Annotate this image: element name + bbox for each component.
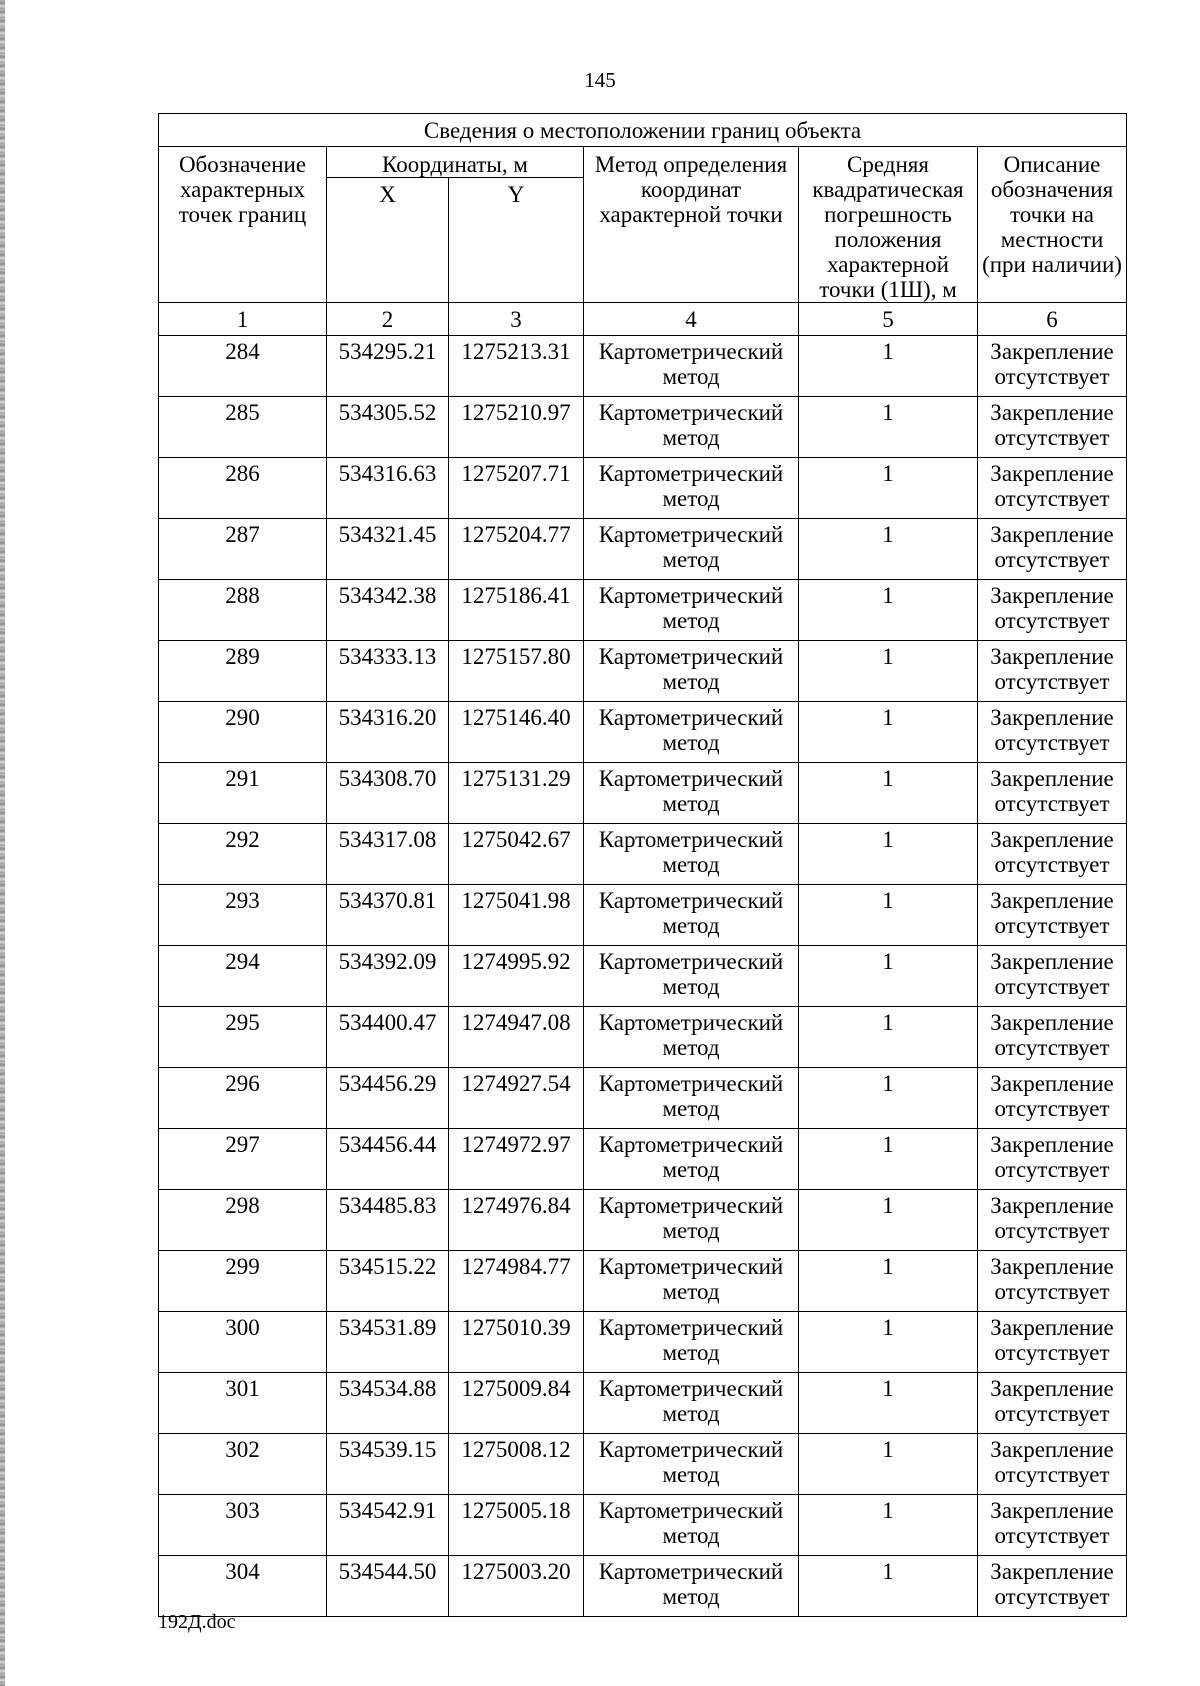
cell-y: 1274976.84 [449,1190,584,1251]
cell-description: Закрепление отсутствует [978,1556,1127,1617]
cell-x: 534544.50 [327,1556,449,1617]
table-title: Сведения о местоположении границ объекта [159,114,1127,147]
cell-description: Закрепление отсутствует [978,1373,1127,1434]
cell-x: 534316.20 [327,702,449,763]
cell-error: 1 [799,1251,978,1312]
header-coords: Координаты, м [327,147,584,178]
cell-error: 1 [799,519,978,580]
cell-description: Закрепление отсутствует [978,1434,1127,1495]
cell-description: Закрепление отсутствует [978,702,1127,763]
cell-y: 1275207.71 [449,458,584,519]
cell-error: 1 [799,946,978,1007]
column-number: 6 [978,303,1127,336]
cell-y: 1275157.80 [449,641,584,702]
cell-point: 297 [159,1129,327,1190]
cell-method: Картометрический метод [584,1251,799,1312]
cell-x: 534542.91 [327,1495,449,1556]
cell-x: 534531.89 [327,1312,449,1373]
cell-x: 534316.63 [327,458,449,519]
cell-error: 1 [799,1373,978,1434]
cell-description: Закрепление отсутствует [978,1251,1127,1312]
cell-y: 1275042.67 [449,824,584,885]
cell-x: 534333.13 [327,641,449,702]
table-row [159,1556,1127,1617]
header-row [159,147,1127,178]
cell-error: 1 [799,1556,978,1617]
cell-point: 302 [159,1434,327,1495]
cell-x: 534456.44 [327,1129,449,1190]
cell-description: Закрепление отсутствует [978,885,1127,946]
cell-point: 292 [159,824,327,885]
cell-y: 1275005.18 [449,1495,584,1556]
column-number: 3 [449,303,584,336]
column-number: 5 [799,303,978,336]
table-row [159,702,1127,763]
table-row [159,1190,1127,1251]
cell-error: 1 [799,1312,978,1373]
cell-y: 1275008.12 [449,1434,584,1495]
table-row [159,1007,1127,1068]
cell-point: 285 [159,397,327,458]
cell-x: 534456.29 [327,1068,449,1129]
column-number: 4 [584,303,799,336]
header-method: Метод определения координат характерной точки [584,147,799,303]
table-title-row [159,114,1127,147]
table-row [159,824,1127,885]
cell-method: Картометрический метод [584,946,799,1007]
cell-error: 1 [799,1495,978,1556]
cell-x: 534392.09 [327,946,449,1007]
cell-error: 1 [799,1190,978,1251]
table-row [159,336,1127,397]
cell-point: 298 [159,1190,327,1251]
table-row [159,641,1127,702]
cell-x: 534295.21 [327,336,449,397]
cell-description: Закрепление отсутствует [978,458,1127,519]
cell-method: Картометрический метод [584,702,799,763]
cell-description: Закрепление отсутствует [978,1068,1127,1129]
column-number: 2 [327,303,449,336]
cell-y: 1275041.98 [449,885,584,946]
cell-description: Закрепление отсутствует [978,1312,1127,1373]
cell-y: 1275204.77 [449,519,584,580]
cell-description: Закрепление отсутствует [978,763,1127,824]
table-row [159,1068,1127,1129]
table-row [159,946,1127,1007]
cell-method: Картометрический метод [584,336,799,397]
cell-y: 1274995.92 [449,946,584,1007]
cell-method: Картометрический метод [584,458,799,519]
cell-description: Закрепление отсутствует [978,641,1127,702]
header-point: Обозначение характерных точек границ [159,147,327,303]
cell-x: 534342.38 [327,580,449,641]
cell-error: 1 [799,702,978,763]
cell-y: 1275009.84 [449,1373,584,1434]
footer-filename: 192Д.doc [158,1611,236,1633]
cell-error: 1 [799,763,978,824]
cell-x: 534308.70 [327,763,449,824]
cell-description: Закрепление отсутствует [978,519,1127,580]
cell-y: 1275210.97 [449,397,584,458]
cell-method: Картометрический метод [584,1007,799,1068]
cell-x: 534534.88 [327,1373,449,1434]
cell-y: 1275146.40 [449,702,584,763]
cell-description: Закрепление отсутствует [978,1190,1127,1251]
cell-x: 534539.15 [327,1434,449,1495]
header-y: Y [449,178,584,303]
cell-x: 534400.47 [327,1007,449,1068]
cell-y: 1274972.97 [449,1129,584,1190]
cell-x: 534305.52 [327,397,449,458]
cell-description: Закрепление отсутствует [978,580,1127,641]
table-row [159,1251,1127,1312]
cell-description: Закрепление отсутствует [978,1129,1127,1190]
cell-error: 1 [799,1068,978,1129]
cell-x: 534485.83 [327,1190,449,1251]
cell-method: Картометрический метод [584,1129,799,1190]
table-row [159,580,1127,641]
cell-point: 288 [159,580,327,641]
cell-method: Картометрический метод [584,397,799,458]
column-number: 1 [159,303,327,336]
cell-error: 1 [799,458,978,519]
header-x: X [327,178,449,303]
cell-error: 1 [799,336,978,397]
cell-method: Картометрический метод [584,1434,799,1495]
cell-description: Закрепление отсутствует [978,397,1127,458]
cell-x: 534515.22 [327,1251,449,1312]
cell-point: 284 [159,336,327,397]
table-row [159,519,1127,580]
scan-edge [0,0,5,1686]
header-description: Описание обозначения точки на местности (при наличии) [978,147,1127,303]
table-row [159,1129,1127,1190]
table-row [159,1495,1127,1556]
table-body [159,114,1127,1617]
page-number: 145 [584,68,616,92]
table-row [159,458,1127,519]
table-row [159,885,1127,946]
cell-method: Картометрический метод [584,824,799,885]
cell-error: 1 [799,641,978,702]
cell-y: 1275003.20 [449,1556,584,1617]
coordinates-table [158,113,1127,1617]
cell-description: Закрепление отсутствует [978,824,1127,885]
cell-error: 1 [799,397,978,458]
cell-error: 1 [799,824,978,885]
cell-method: Картометрический метод [584,763,799,824]
cell-y: 1275186.41 [449,580,584,641]
cell-description: Закрепление отсутствует [978,1495,1127,1556]
cell-point: 303 [159,1495,327,1556]
cell-point: 291 [159,763,327,824]
cell-y: 1275131.29 [449,763,584,824]
cell-method: Картометрический метод [584,1373,799,1434]
table-row [159,763,1127,824]
table-row [159,1312,1127,1373]
table-row [159,397,1127,458]
cell-method: Картометрический метод [584,1068,799,1129]
cell-error: 1 [799,885,978,946]
cell-point: 294 [159,946,327,1007]
cell-error: 1 [799,1129,978,1190]
cell-method: Картометрический метод [584,519,799,580]
table-row [159,1373,1127,1434]
cell-method: Картометрический метод [584,641,799,702]
cell-point: 301 [159,1373,327,1434]
cell-description: Закрепление отсутствует [978,1007,1127,1068]
cell-description: Закрепление отсутствует [978,946,1127,1007]
cell-y: 1275213.31 [449,336,584,397]
header-error: Средняя квадратическая погрешность положения характерной точки (1Ш), м [799,147,978,303]
cell-point: 304 [159,1556,327,1617]
cell-point: 295 [159,1007,327,1068]
cell-point: 300 [159,1312,327,1373]
cell-method: Картометрический метод [584,885,799,946]
cell-point: 299 [159,1251,327,1312]
cell-error: 1 [799,1007,978,1068]
cell-point: 296 [159,1068,327,1129]
cell-point: 286 [159,458,327,519]
cell-x: 534317.08 [327,824,449,885]
cell-point: 289 [159,641,327,702]
cell-point: 293 [159,885,327,946]
cell-method: Картометрический метод [584,1312,799,1373]
column-number-row [159,303,1127,336]
cell-method: Картометрический метод [584,580,799,641]
cell-y: 1275010.39 [449,1312,584,1373]
cell-x: 534370.81 [327,885,449,946]
cell-description: Закрепление отсутствует [978,336,1127,397]
cell-method: Картометрический метод [584,1190,799,1251]
cell-y: 1274984.77 [449,1251,584,1312]
cell-error: 1 [799,1434,978,1495]
cell-y: 1274927.54 [449,1068,584,1129]
cell-y: 1274947.08 [449,1007,584,1068]
cell-point: 290 [159,702,327,763]
table-row [159,1434,1127,1495]
cell-method: Картометрический метод [584,1556,799,1617]
cell-point: 287 [159,519,327,580]
cell-x: 534321.45 [327,519,449,580]
cell-error: 1 [799,580,978,641]
cell-method: Картометрический метод [584,1495,799,1556]
